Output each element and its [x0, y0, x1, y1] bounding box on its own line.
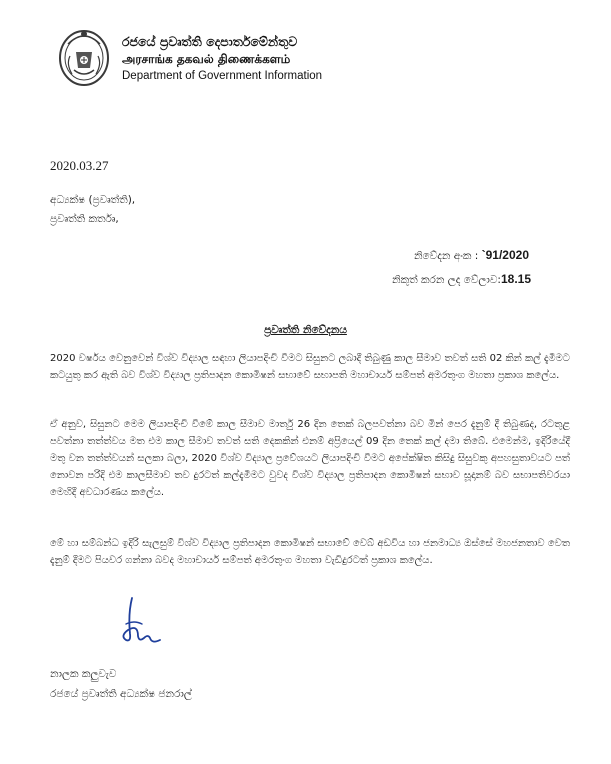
reference-value: `91/2020 [481, 248, 529, 262]
issue-time-value: 18.15 [500, 272, 531, 286]
government-emblem-logo [56, 26, 112, 88]
body-paragraph-1: 2020 වර්ෂය වෙනුවෙන් විශ්ව විද්‍යාල සඳහා ලියාපදිංචි වීමට සිසුනට ලබාදී තිබුණු කාල සීමාව තවත් සති 02 කින් කල් දැමීමට කටයුතු කර ඇති බව විශ්ව විද්‍යාල ප්‍රතිපාදන කොමිෂන් සභාවේ සභාපති මහාචාර්ය සම්පත් අමරතුංග මහතා ප්‍රකාශ කලේය. [50, 353, 570, 381]
letterhead-name-english: Department of Government Information [122, 70, 323, 82]
signatory-name: නාලක කලුවැව [50, 668, 117, 680]
issue-time-row [392, 272, 531, 287]
body-paragraph-3: මේ හා සම්බන්ධ ඉදිරි සැලසුම් විශ්ව විද්‍යාල ප්‍රතිපාදන කොමිෂන් සභාවේ වෙබ් අඩවිය හා ජනමාධ්‍ය ඔස්සේ මහජනතාව වෙත දැනුම් දීමට පියවර ගන්නා බවද මහාචාර්ය සම්පත් අමරතුංග මහතා වැඩිදුරටත් ප්‍රකාශ කලේය. [50, 538, 570, 566]
reference-label: නිවේදන අංක : [413, 250, 479, 262]
press-release-title: ප්‍රවෘත්ති නිවේදනය [264, 324, 347, 336]
issue-time-label: නිකුත් කරන ලද වේලාව: [392, 274, 501, 286]
letterhead-name-tamil: அரசாங்க தகவல் திணைக்களம் [122, 52, 291, 66]
letter-date: 2020.03.27 [50, 158, 109, 173]
recipient-line-2: ප්‍රවෘත්ති කර්තෘ, [50, 213, 119, 225]
recipient-line-1: අධ්‍යක්ෂ (ප්‍රවෘත්ති), [50, 194, 136, 206]
handwritten-signature [116, 594, 180, 650]
reference-number-row [414, 248, 529, 263]
letterhead-name-sinhala: රජයේ ප්‍රවෘත්ති දෙපාර්තමේන්තුව [122, 34, 298, 49]
body-paragraph-2: ඒ අනුව, සිසුනට මෙම ලියාපදිංචි වීමේ කාල සීමාව මාර්තු 26 දින තෙක් බලපවත්නා බව මින් පෙර දැනුම් දී තිබුණද, රටතුළ පවත්නා තත්ත්වය මත එම කාල සීමාව තවත් සති දෙකකින් එනම් අප්‍රියෙල් 09 දින තෙක් කල් දමා තිබේ. එමෙන්ම, ඉදිරියේදී මතු වන තත්ත්වයන් සලකා බලා, 2020 විශ්ව විද්‍යාල ප්‍රවේශයට ලියාපදිංචි වීමට අපේක්ෂිත කිසිදු සිසුවකු අපහසුතාවයට පත් නොවන පරිදි එම කාලසීමාව තව දුරටත් කල්දැමීමට වුවද විශ්ව විද්‍යාල ප්‍රතිපාදන කොමිෂන් සභාව සූදානම් බව සභාපතිවරයා මෙහිදී අවධාරණය කලේය. [50, 419, 570, 498]
signatory-designation: රජයේ ප්‍රවෘත්ති අධ්‍යක්ෂ ජනරාල් [50, 688, 192, 700]
